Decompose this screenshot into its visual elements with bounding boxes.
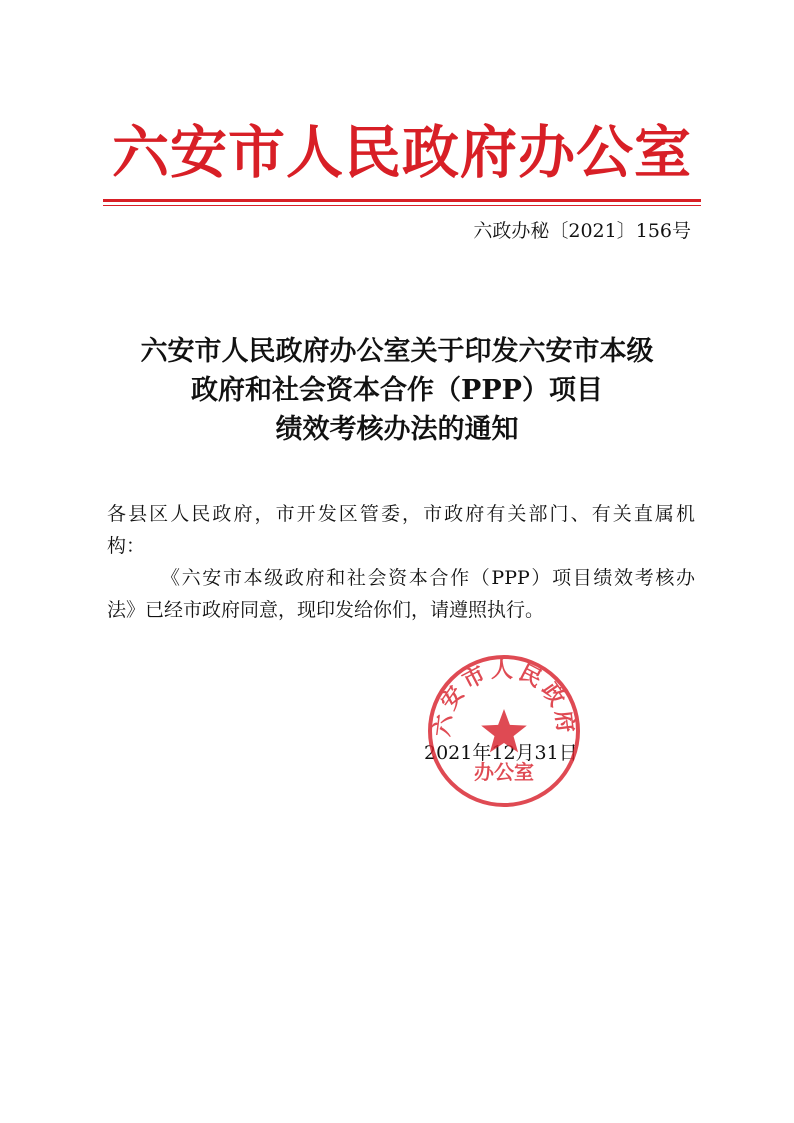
title-line-2: 政府和社会资本合作（PPP）项目: [191, 375, 603, 406]
masthead-rule-thick: [103, 199, 701, 202]
title-line-3: 绩效考核办法的通知: [275, 414, 519, 445]
official-seal: [424, 651, 584, 811]
paragraph-line-2: 法》已经市政府同意，现印发给你们，请遵照执行。: [107, 599, 545, 621]
document-title: [90, 332, 704, 449]
seal-bottom-text: 办公室: [474, 760, 534, 784]
issue-date: 2021年12月31日: [424, 742, 578, 764]
salutation-line-1: 各县区人民政府，市开发区管委，市政府有关部门、有关直属机: [107, 503, 695, 525]
seal-top-text: 六安市人民政府: [428, 657, 580, 739]
masthead-title: 六安市人民政府办公室: [112, 119, 692, 186]
document-body: [107, 498, 695, 626]
star-icon: [481, 709, 527, 752]
salutation-line-2: 构：: [107, 535, 146, 557]
paragraph-line-1: 《六安市本级政府和社会资本合作（PPP）项目绩效考核办: [161, 567, 695, 589]
title-line-1: 六安市人民政府办公室关于印发六安市本级: [140, 336, 654, 367]
masthead-rule-thin: [103, 205, 701, 206]
document-number: 六政办秘〔2021〕156号: [473, 220, 691, 242]
